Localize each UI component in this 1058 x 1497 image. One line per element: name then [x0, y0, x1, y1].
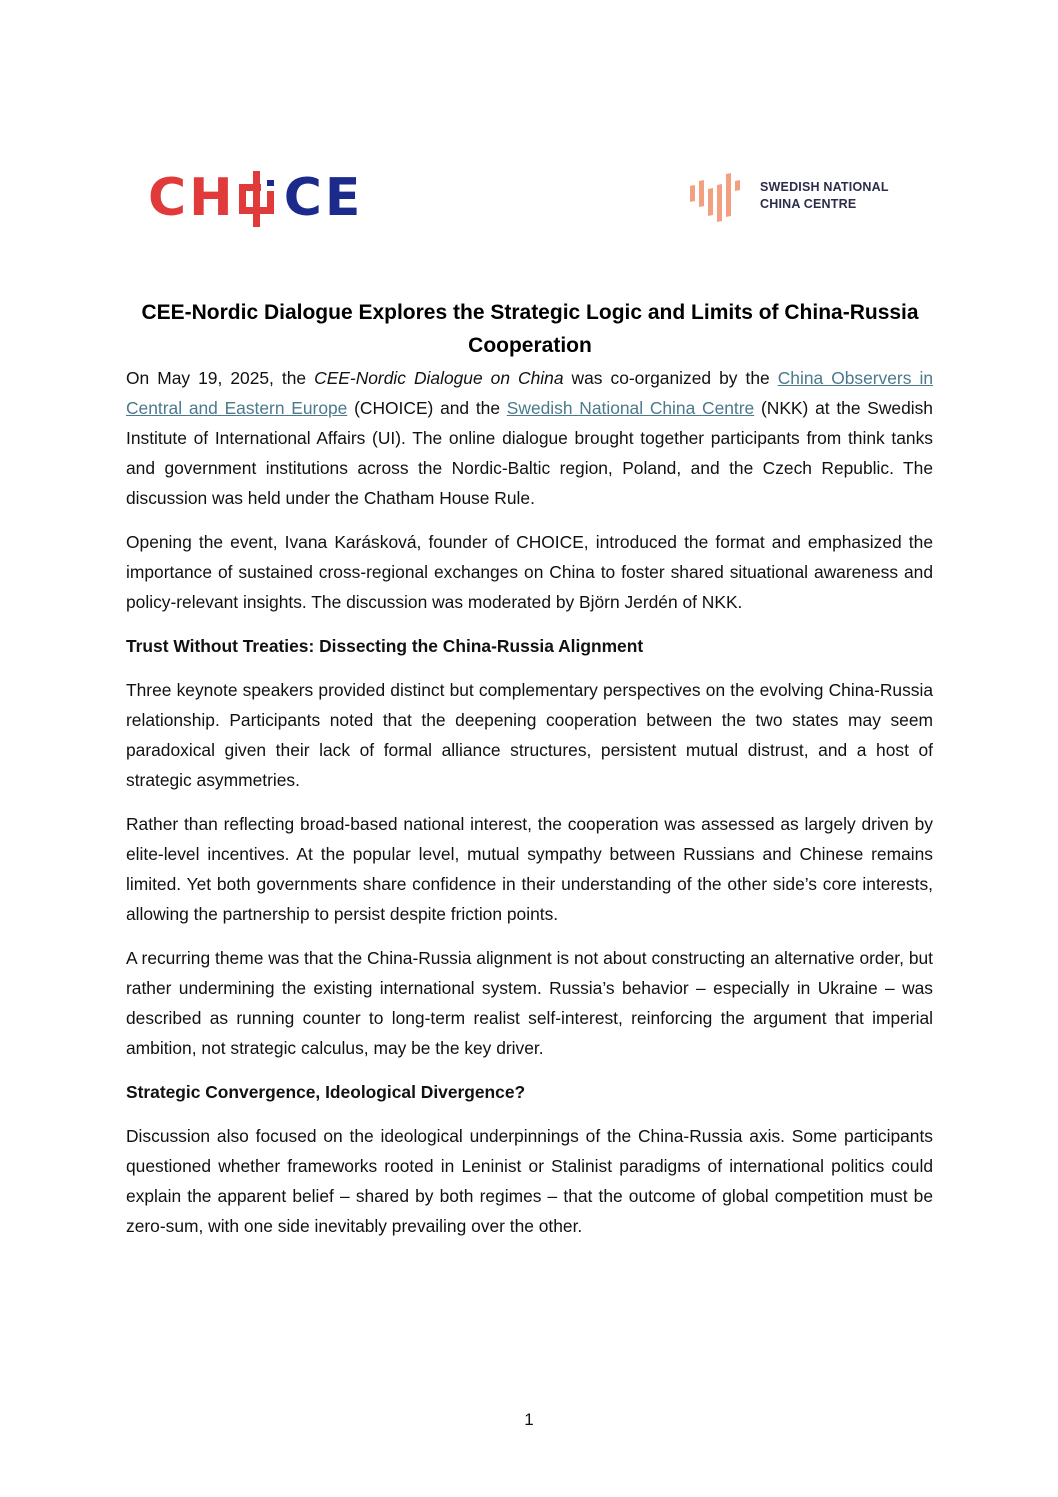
section1-paragraph: A recurring theme was that the China-Russia alignment is not about constructing an alternative order, but rather undermining the existing international system. Russia’s behavior – especially in Ukraine – was described as running counter to long-term realist self-interest, reinforcing the argument that imperial ambition, not strategic calculus, may be the key driver.: [126, 948, 933, 1058]
intro-text-mid2: (CHOICE) and the: [347, 398, 507, 418]
nkk-logo-line1: SWEDISH NATIONAL: [760, 180, 889, 194]
choice-logo-text-ce: CE: [283, 168, 364, 228]
nkk-logo: [688, 166, 889, 226]
choice-link[interactable]: China Observers in Central and Eastern Europe: [126, 368, 933, 418]
intro-text-mid1: was co-organized by the: [563, 368, 778, 388]
intro-text-post: (NKK) at the Swedish Institute of International Affairs (UI). The online dialogue brought together participants from think tanks and government institutions across the Nordic-Baltic region, Poland, and the Czech Republic. The discussion was held under the Chatham House Rule.: [126, 398, 933, 508]
document-body: [126, 363, 933, 1255]
page-number: 1: [524, 1410, 534, 1429]
intro-text-pre: On May 19, 2025, the: [126, 368, 315, 388]
choice-logo-text-ch: CH: [148, 168, 236, 228]
choice-logo: [148, 168, 363, 228]
section1-paragraph: Rather than reflecting broad-based national interest, the cooperation was assessed as largely driven by elite-level incentives. At the popular level, mutual sympathy between Russians and Chinese remains limited. Yet both governments share confidence in their understanding of the other side’s core interests, allowing the partnership to persist despite friction points.: [126, 814, 933, 924]
choice-logo-glyph-icon: [237, 167, 283, 229]
nkk-logo-line2: CHINA CENTRE: [760, 197, 857, 211]
opening-paragraph: Opening the event, Ivana Karásková, founder of CHOICE, introduced the format and emphasized the importance of sustained cross-regional exchanges on China to foster shared situational awareness and policy-relevant insights. The discussion was moderated by Björn Jerdén of NKK.: [126, 532, 933, 612]
event-name: CEE-Nordic Dialogue on China: [314, 368, 564, 388]
section-heading-convergence: Strategic Convergence, Ideological Divergence?: [126, 1082, 526, 1102]
intro-paragraph: [126, 363, 933, 513]
section1-paragraph: Three keynote speakers provided distinct but complementary perspectives on the evolving China-Russia relationship. Participants noted that the deepening cooperation between the two states may seem paradoxical given their lack of formal alliance structures, persistent mutual distrust, and a host of strategic asymmetries.: [126, 680, 933, 790]
nkk-bars-icon: [688, 166, 746, 226]
section-heading-trust: Trust Without Treaties: Dissecting the China-Russia Alignment: [126, 636, 644, 656]
nkk-link[interactable]: Swedish National China Centre: [506, 398, 755, 418]
nkk-logo-text: [760, 179, 889, 213]
page-title: CEE-Nordic Dialogue Explores the Strategic Logic and Limits of China-Russia Cooperation: [141, 301, 919, 358]
section2-paragraph: Discussion also focused on the ideological underpinnings of the China-Russia axis. Some participants questioned whether frameworks rooted in Leninist or Stalinist paradigms of international politics could explain the apparent belief – shared by both regimes – that the outcome of global competition must be zero-sum, with one side inevitably prevailing over the other.: [126, 1126, 933, 1236]
